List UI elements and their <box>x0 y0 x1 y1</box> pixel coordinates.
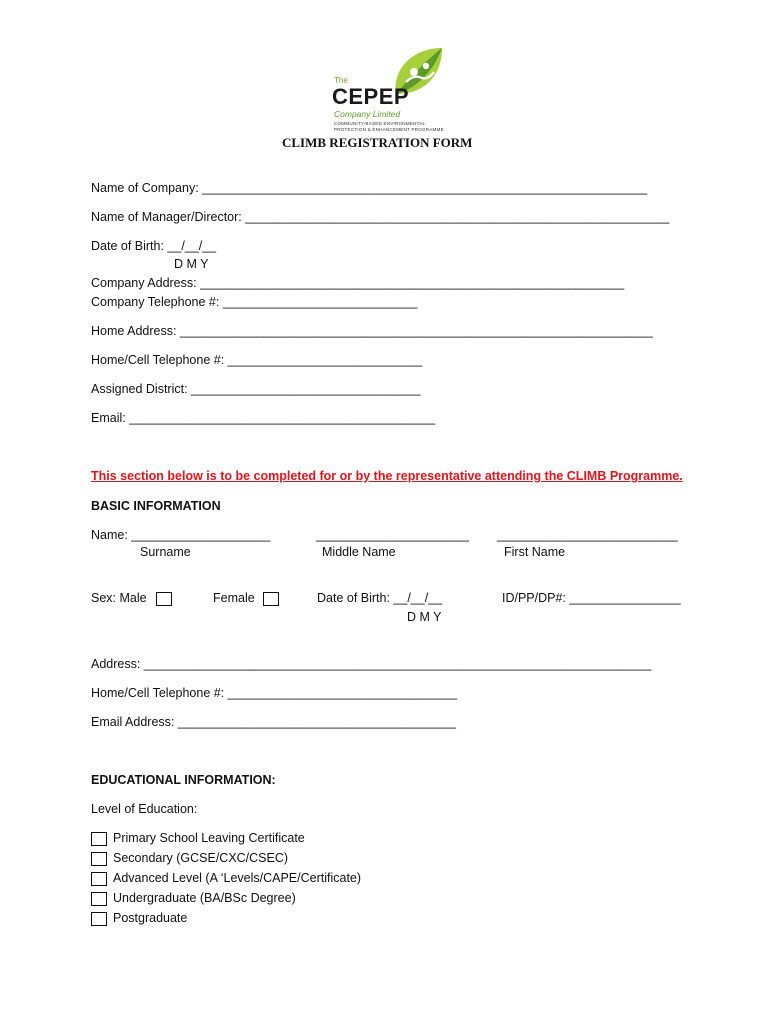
education-option-label: Undergraduate (BA/BSc Degree) <box>113 891 296 905</box>
participant-dob-field[interactable]: Date of Birth: __/__/__ <box>317 591 443 605</box>
participant-dob-format-label: D M Y <box>407 610 442 624</box>
home-address-field[interactable]: Home Address: ____________________________________________________________________ <box>91 324 653 338</box>
female-label: Female <box>213 591 255 605</box>
cepep-logo <box>330 44 450 136</box>
surname-label: Surname <box>140 545 191 559</box>
education-level-label: Level of Education: <box>91 802 198 816</box>
home-telephone-field[interactable]: Home/Cell Telephone #: ____________________________ <box>91 353 423 367</box>
assigned-district-field[interactable]: Assigned District: _________________________________ <box>91 382 421 396</box>
basic-info-heading: BASIC INFORMATION <box>91 499 221 513</box>
education-option-checkbox[interactable] <box>91 832 107 846</box>
logo-subtitle: Company Limited <box>334 109 401 119</box>
manager-dob-field[interactable]: Date of Birth: __/__/__ <box>91 239 217 253</box>
first-name-field[interactable]: __________________________ <box>497 528 678 542</box>
sex-male-label: Sex: Male <box>91 591 147 605</box>
education-option-label: Primary School Leaving Certificate <box>113 831 305 845</box>
manager-name-field[interactable]: Name of Manager/Director: _____________________________________________________________ <box>91 210 670 224</box>
education-option-checkbox[interactable] <box>91 892 107 906</box>
education-option-label: Advanced Level (A ‘Levels/CAPE/Certificate) <box>113 871 362 885</box>
middle-name-field[interactable]: ______________________ <box>316 528 469 542</box>
company-address-field[interactable]: Company Address: _____________________________________________________________ <box>91 276 625 290</box>
representative-notice: This section below is to be completed for or by the representative attending the CLIMB Programme. <box>91 469 683 483</box>
company-name-field[interactable]: Name of Company: ________________________________________________________________ <box>91 181 648 195</box>
id-number-field[interactable]: ID/PP/DP#: ________________ <box>502 591 681 605</box>
form-title: CLIMB REGISTRATION FORM <box>282 135 473 150</box>
education-option-checkbox[interactable] <box>91 872 107 886</box>
company-telephone-field[interactable]: Company Telephone #: ____________________________ <box>91 295 418 309</box>
male-checkbox[interactable] <box>156 592 172 606</box>
education-heading: EDUCATIONAL INFORMATION: <box>91 773 276 787</box>
logo-the: The <box>334 76 348 85</box>
education-option-checkbox[interactable] <box>91 912 107 926</box>
logo-tagline-2: PROTECTION & ENHANCEMENT PROGRAMME <box>334 127 444 132</box>
middle-name-label: Middle Name <box>322 545 396 559</box>
education-option-label: Secondary (GCSE/CXC/CSEC) <box>113 851 289 865</box>
participant-address-field[interactable]: Address: _________________________________________________________________________ <box>91 657 652 671</box>
participant-email-field[interactable]: Email Address: ________________________________________ <box>91 715 456 729</box>
dob-format-label: D M Y <box>174 257 209 271</box>
surname-field[interactable]: Name: ____________________ <box>91 528 271 542</box>
logo-tagline-1: COMMUNITY-BASED ENVIRONMENTAL <box>334 121 426 126</box>
participant-telephone-field[interactable]: Home/Cell Telephone #: _________________________________ <box>91 686 458 700</box>
female-checkbox[interactable] <box>263 592 279 606</box>
education-option-label: Postgraduate <box>113 911 188 925</box>
first-name-label: First Name <box>504 545 566 559</box>
email-field[interactable]: Email: ____________________________________________ <box>91 411 436 425</box>
education-option-checkbox[interactable] <box>91 852 107 866</box>
logo-brand: CEPEP <box>332 84 410 109</box>
